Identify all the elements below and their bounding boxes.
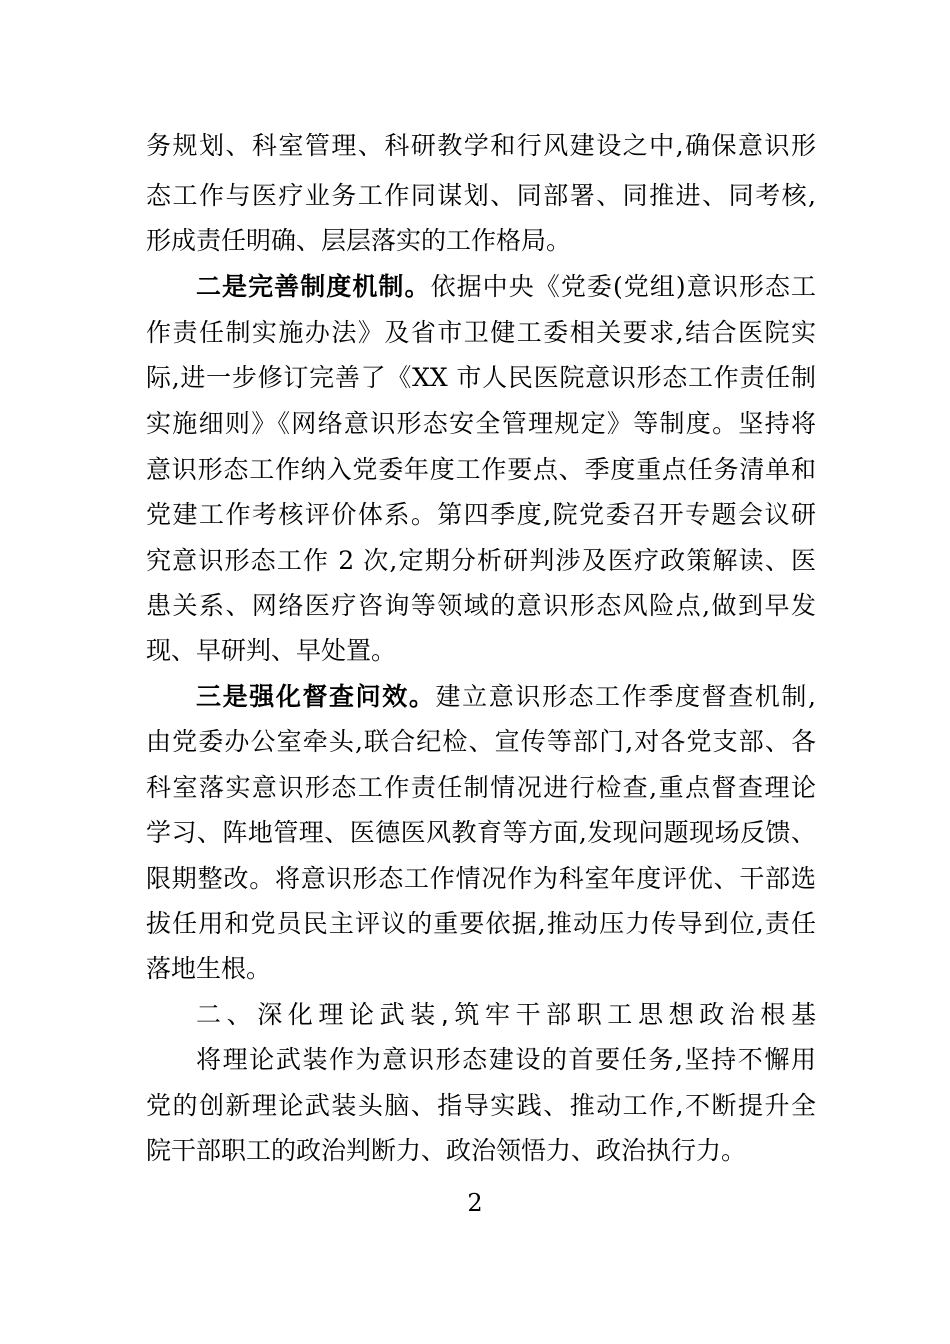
text-line: 党建工作考核评价体系。第四季度,院党委召开专题会议研 <box>146 500 816 529</box>
text-line: 现、早研判、早处置。 <box>146 636 397 665</box>
text-line: 由党委办公室牵头,联合纪检、宣传等部门,对各党支部、各 <box>146 727 816 756</box>
text-line: 实施细则》《网络意识形态安全管理规定》等制度。坚持将 <box>146 409 816 438</box>
text-line: 落地生根。 <box>146 954 272 983</box>
text-line: 形成责任明确、层层落实的工作格局。 <box>146 226 572 255</box>
text-line: 意识形态工作纳入党委年度工作要点、季度重点任务清单和 <box>146 455 816 484</box>
text-line: 限期整改。将意识形态工作情况作为科室年度评优、干部选 <box>146 864 816 893</box>
paragraph-first-line <box>196 272 816 302</box>
text-line: 院干部职工的政治判断力、政治领悟力、政治执行力。 <box>146 1136 747 1165</box>
text-line: 学习、阵地管理、医德医风教育等方面,发现问题现场反馈、 <box>146 818 816 847</box>
text-line: 患关系、网络医疗咨询等领域的意识形态风险点,做到早发 <box>146 591 816 620</box>
paragraph-first-line <box>196 682 816 712</box>
text-line: 科室落实意识形态工作责任制情况进行检查,重点督查理论 <box>146 773 816 802</box>
text-span: 建立意识形态工作季度督查机制, <box>435 682 816 711</box>
paragraph-lead-heading: 三是强化督查问效。 <box>196 682 436 711</box>
text-line: 作责任制实施办法》及省市卫健工委相关要求,结合医院实 <box>146 318 816 347</box>
text-span: 依据中央《党委(党组)意识形态工 <box>430 272 816 301</box>
text-line: 务规划、科室管理、科研教学和行风建设之中,确保意识形 <box>146 131 816 160</box>
page-number: 2 <box>467 1189 483 1217</box>
paragraph-lead-heading: 二是完善制度机制。 <box>196 272 431 301</box>
text-line: 拔任用和党员民主评议的重要依据,推动压力传导到位,责任 <box>146 909 816 938</box>
text-line: 究意识形态工作 2 次,定期分析研判涉及医疗政策解读、医 <box>146 546 816 575</box>
section-heading: 二、深化理论武装,筑牢干部职工思想政治根基 <box>196 1000 816 1029</box>
text-line: 际,进一步修订完善了《XX 市人民医院意识形态工作责任制 <box>146 363 816 392</box>
text-line: 党的创新理论武装头脑、指导实践、推动工作,不断提升全 <box>146 1091 816 1120</box>
paragraph-first-line: 将理论武装作为意识形态建设的首要任务,坚持不懈用 <box>196 1045 816 1074</box>
text-line: 态工作与医疗业务工作同谋划、同部署、同推进、同考核, <box>146 181 816 210</box>
